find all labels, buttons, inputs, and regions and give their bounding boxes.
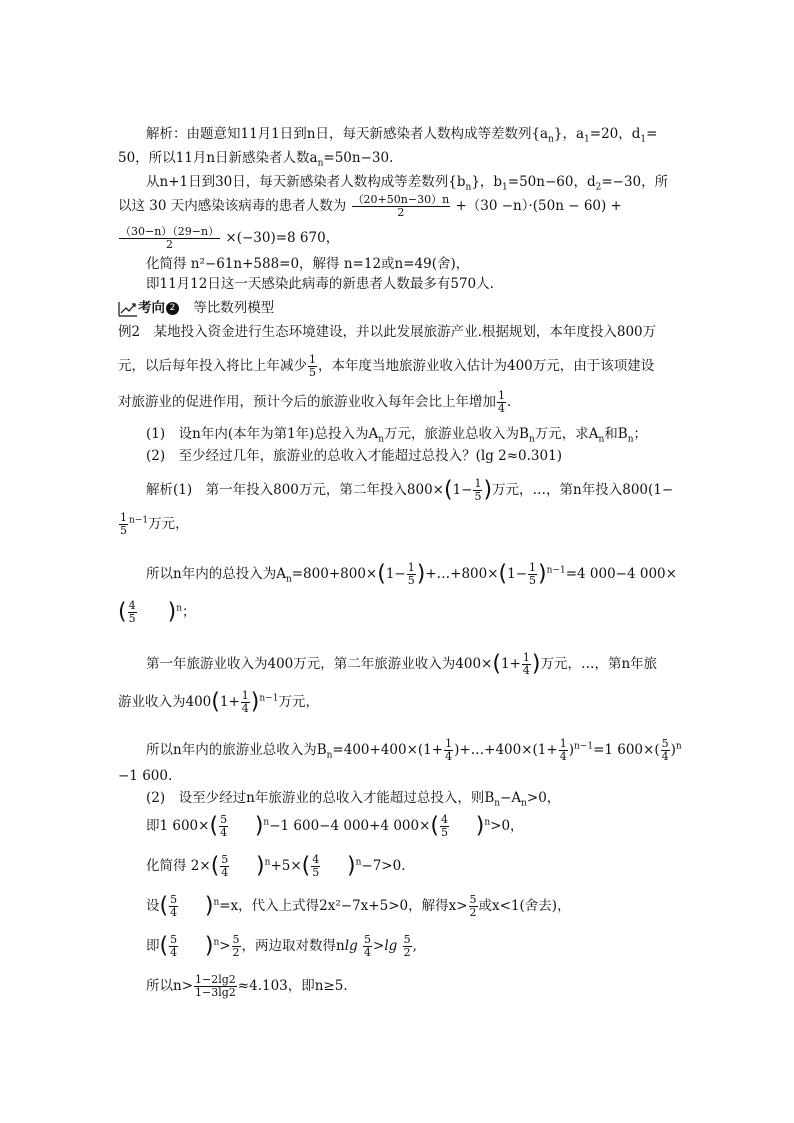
sol2-line13: 即( $\frac{5}{4}$ )$^n$> $\frac{5}{2}$ ，两边取对数得nlg $\frac{5}{4}$ >lg $\frac{5}{2}$ , (146, 933, 417, 959)
sol2-line1: 解析(1) 第一年投入800万元，第二年投入800×(1− $\frac{1}{5}$ )万元，…，第n年投入800(1− (146, 477, 674, 503)
sol2-line14: 所以n> $\frac{1-2\lg 2}{1-3\lg 2}$ ≈4.103，即n≥5. (146, 973, 348, 999)
fraction: $\frac{(30-n)(29-n)}{2}$ (120, 225, 220, 251)
sol1-line7: 即11月12日这一天感染此病毒的新患者人数最多有570人. (146, 276, 494, 292)
sol1-line5: $\frac{(30-n)(29-n)}{2}$ ×(−30)=8 670， (120, 225, 340, 251)
trend-chart-icon (118, 301, 138, 317)
sol1-line6: 化简得 n²−61n+588=0，解得 n=12或n=49(舍)， (146, 256, 470, 272)
sol2-line4: ( $\frac{4}{5}$ )$^n$； (118, 599, 196, 625)
section-header: 考向 2 等比数列模型 (118, 298, 274, 318)
sol1-line2: 50，所以11月n日新感染者人数$a_n=50n-30$. (118, 150, 394, 169)
ex2-q1: (1) 设n年内(本年为第1年)总投入为$A_n$万元，旅游业总收入为$B_n$万元，求$A_n$和$B_n$； (146, 426, 647, 445)
sol2-line6: 游业收入为400(1+ $\frac{1}{4}$ )$^{n-1}$万元， (118, 689, 319, 715)
sol2-line11: 化简得 2×( $\frac{5}{4}$ )$^n$+5×( $\frac{4}{5}$ )$^n$−7>0. (146, 853, 406, 879)
sol2-line10: 即1 600×( $\frac{5}{4}$ )$^n$−1 600−4 000+4 000×( $\frac{4}{5}$ )$^n$>0， (146, 813, 524, 839)
ex2-line3: 对旅游业的促进作用，预计今后的旅游业收入每年会比上年增加 $\frac{1}{4}$ . (118, 389, 512, 415)
sol2-line5: 第一年旅游业收入为400万元，第二年旅游业收入为400×(1+ $\frac{1}{4}$ )万元，…，第n年旅 (146, 651, 658, 677)
sol2-line12: 设( $\frac{5}{4}$ )$^n$=x，代入上式得2x²−7x+5>0，解得x> $\frac{5}{2}$ 或x<1(舍去)， (146, 893, 571, 919)
sol2-line8: −1 600. (118, 768, 173, 784)
sol1-line1: 解析：由题意知11月1日到n日，每天新感染者人数构成等差数列$\{a_n\}$，$a_1=20$，$d_1=$ (146, 126, 658, 145)
ex2-line1: 例2 某地投入资金进行生态环境建设，并以此发展旅游产业.根据规划，本年度投入800万 (118, 324, 657, 340)
fraction: $\frac{(20+50n-30)n}{2}$ (352, 193, 450, 219)
ex2-q2: (2) 至少经过几年，旅游业的总收入才能超过总投入？(lg 2≈0.301) (146, 448, 562, 464)
sol2-line7: 所以n年内的旅游业总收入为$B_n=400+400\times(1+$ $\frac{1}{4}$ )+…+400×(1+ $\frac{1}{4}$ )$^{n-1}$=1 600×( $\frac{5}{4}$ )$^n$ (146, 737, 682, 763)
sol2-line9: (2) 设至少经过n年旅游业的总收入才能超过总投入，则$B_n-A_n>0$， (146, 790, 561, 809)
sol2-line3: 所以n年内的总投入为$A_n=800+800\times(1-$ $\frac{1}{5}$ )+…+800×(1− $\frac{1}{5}$ )$^{n-1}$=4 000−4 000× (146, 561, 677, 587)
number-badge: 2 (166, 302, 179, 315)
sol1-line4: 以这 30 天内感染该病毒的患者人数为 $\frac{(20+50n-30)n}{2}$ +（30 −n）·(50n − 60) + (118, 193, 622, 219)
fraction: $\frac{1-2\lg 2}{1-3\lg 2}$ (195, 973, 236, 999)
sol2-line2: $\frac{1}{5}$ $^{n-1}$万元， (120, 511, 189, 537)
sol1-line3: 从n+1日到30日，每天新感染者人数构成等差数列$\{b_n\}$，$b_1=50n-60$，$d_2=-30$，所 (146, 174, 669, 193)
ex2-line2: 元，以后每年投入将比上年减少 $\frac{1}{5}$ ，本年度当地旅游业收入估计为400万元，由于该项建设 (118, 353, 655, 379)
